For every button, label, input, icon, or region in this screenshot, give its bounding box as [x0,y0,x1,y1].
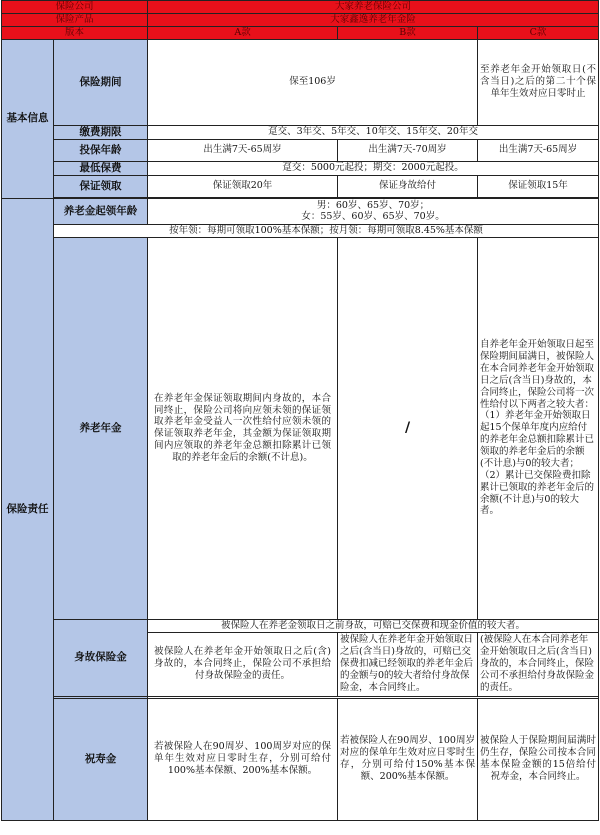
guarantee-row [2,175,599,197]
blessing-label: 祝寿金 [54,698,148,820]
start-age-row [2,198,599,224]
product-row [2,13,599,26]
start-age-value [148,198,599,224]
start-age-female: 女：55岁、60岁、65岁、70岁。 [301,211,445,223]
pension-c-intro: 自养老年金开始领取日起至保险期间届满日，被保险人在本合同养老年金开始领取日之后(含当日)身故的，本合同终止，保险公司将一次性给付以下两者之较大者： [480,339,595,410]
blessing-a: 若被保险人在90周岁、100周岁对应的保单年生效对应日零时生存，分别可给付100%基本保额、200%基本保额。 [148,698,338,820]
pension-a: 在养老年金保证领取期间内身故的，本合同终止，保险公司将向应领未领的保证领取养老年金受益人一次性给付应领未领的保证领取养老年金，其金额为保证领取期间内应领取的养老年金总额扣除累计已领取的养老年金后的余额(不计息)。 [148,237,338,619]
age-c: 出生满7天-65周岁 [478,139,599,161]
payment-value: 趸交、3年交、5年交、10年交、15年交、20年交 [148,125,599,139]
period-ab: 保至106岁 [148,39,478,125]
version-label: 版本 [2,26,148,39]
blessing-c: 被保险人于保险期间届满时仍生存，保险公司按本合同基本保险金额的15倍给付祝寿金，本合同终止。 [478,698,599,820]
min-premium-label: 最低保费 [54,161,148,175]
version-c: C款 [478,26,599,39]
company-row [2,1,599,14]
pension-b: / [338,237,478,619]
age-b: 出生满7天-70周岁 [338,139,478,161]
pension-label: 养老年金 [54,237,148,619]
death-b: 被保险人在养老年金开始领取日之后(含当日)身故的，可赔已交保费扣减已经领取的养老年金后的金额与0的较大者给付身故保险金，本合同终止。 [338,632,478,696]
pension-row [2,237,599,619]
basic-info-category: 基本信息 [2,39,54,198]
min-premium-value: 趸交：5000元起投；期交：2000元起投。 [148,161,599,175]
blessing-row [2,698,599,820]
guarantee-label: 保证领取 [54,175,148,197]
comparison-table [1,0,599,821]
blessing-b: 若被保险人在90周岁、100周岁对应的保单年生效对应日零时生存，分别可给付150%基本保额、200%基本保额。 [338,698,478,820]
period-row [2,39,599,125]
mode-row [2,224,599,237]
pension-c [478,237,599,619]
version-a: A款 [148,26,338,39]
product-label: 保险产品 [2,13,148,26]
product-value: 大家鑫逸养老年金险 [148,13,599,26]
guarantee-b: 保证身故给付 [338,175,478,197]
death-common-row [2,619,599,632]
death-c: (被保险人在本合同养老年金开始领取日之后(含当日)身故的，本合同终止，保险公司不承担给付身故保险金的责任。 [478,632,599,696]
age-label: 投保年龄 [54,139,148,161]
start-age-male: 男：60岁、65岁、70岁； [316,199,430,211]
company-label: 保险公司 [2,1,148,14]
min-premium-row [2,161,599,175]
death-common: 被保险人在养老金领取日之前身故，可赔已交保费和现金价值的较大者。 [148,619,599,632]
period-label: 保险期间 [54,39,148,125]
version-row [2,26,599,39]
guarantee-a: 保证领取20年 [148,175,338,197]
company-value: 大家养老保险公司 [148,1,599,14]
death-a: 被保险人在养老年金开始领取日之后(含)身故的，本合同终止，保险公司不承担给付身故保险金的责任。 [148,632,338,696]
version-b: B款 [338,26,478,39]
payment-label: 缴费期限 [54,125,148,139]
pension-c-item-2: （2）累计已交保险费扣除累计已领取的养老年金后的余额(不计息)与0的较大者。 [480,469,595,517]
liability-category: 保险责任 [2,198,54,820]
guarantee-c: 保证领取15年 [478,175,599,197]
age-row [2,139,599,161]
death-label: 身故保险金 [54,619,148,696]
mode-value: 按年领：每期可领取100%基本保额；按月领：每期可领取8.45%基本保额 [54,224,599,237]
pension-c-item-1: （1）养老年金开始领取日起15个保单年度内应给付的养老年金总额扣除累计已领取的养老年金后的余额(不计息)与0的较大者； [480,410,595,469]
period-c: 至养老年金开始领取日(不含当日)之后的第二十个保单年生效对应日零时止 [478,39,599,125]
age-a: 出生满7天-65周岁 [148,139,338,161]
start-age-label: 养老金起领年龄 [54,198,148,224]
payment-row [2,125,599,139]
